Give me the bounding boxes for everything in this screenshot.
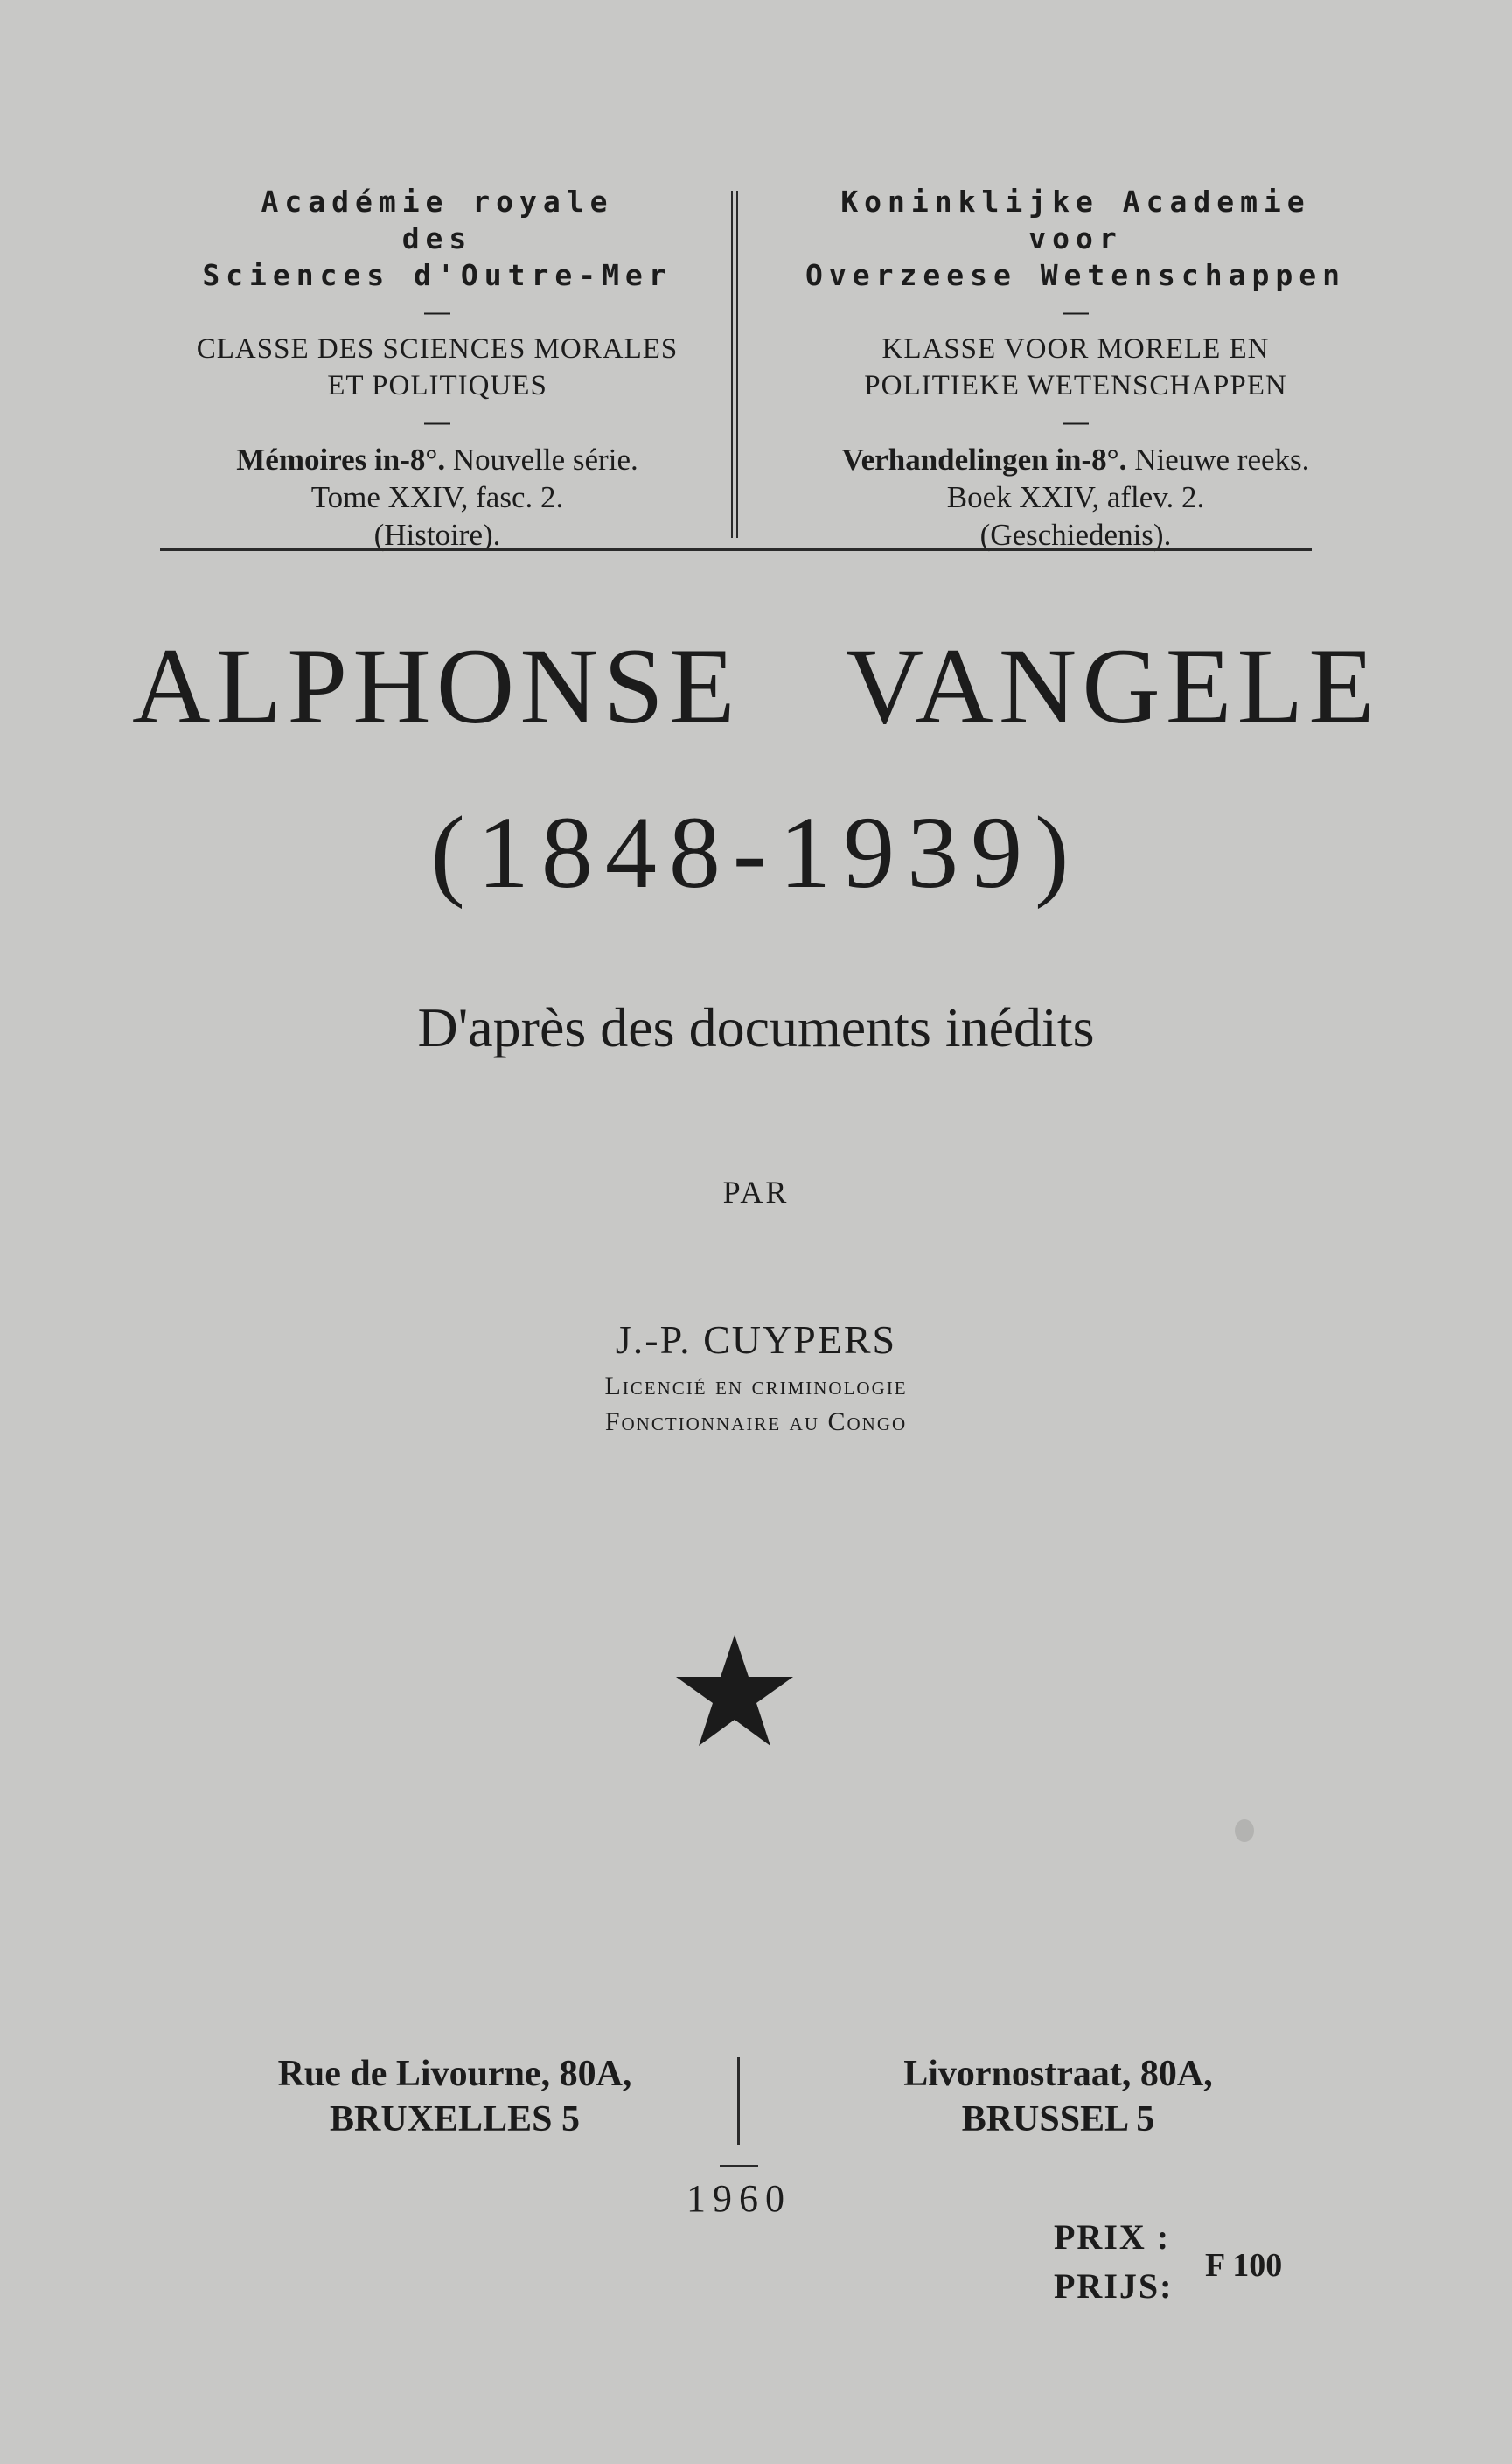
address-nl-line-2: BRUSSEL 5 bbox=[961, 2099, 1155, 2139]
classe-fr-line-1: CLASSE DES SCIENCES MORALES bbox=[196, 333, 679, 365]
academy-nl-line-1: Koninklijke Academie bbox=[840, 185, 1311, 219]
academy-name-fr bbox=[149, 184, 726, 294]
price-value: F 100 bbox=[1205, 2247, 1283, 2284]
series-fr bbox=[149, 441, 726, 554]
address-fr bbox=[175, 2051, 735, 2142]
series-fr-bold: Mémoires in-8°. bbox=[236, 443, 446, 477]
star-icon bbox=[673, 1631, 796, 1749]
academy-fr-line-3: Sciences d'Outre-Mer bbox=[202, 258, 672, 292]
separator-dash: — bbox=[1063, 408, 1089, 436]
classe-nl bbox=[770, 331, 1382, 404]
header-right-column bbox=[770, 184, 1382, 554]
classe-nl-line-1: KLASSE VOOR MORELE EN bbox=[881, 333, 1270, 365]
academy-fr-line-1: Académie royale bbox=[261, 185, 614, 219]
footer-dash bbox=[720, 2165, 758, 2167]
series-fr-line-3: (Histoire). bbox=[373, 518, 501, 552]
prix-label: PRIX : bbox=[1054, 2217, 1171, 2257]
publication-year: 1960 bbox=[686, 2177, 791, 2220]
author-name: J.-P. CUYPERS bbox=[615, 1317, 897, 1362]
address-nl-line-1: Livornostraat, 80A, bbox=[903, 2054, 1213, 2094]
par-label: PAR bbox=[722, 1175, 790, 1210]
series-fr-line-1 bbox=[149, 441, 726, 478]
series-nl bbox=[770, 441, 1382, 554]
series-nl-line-1 bbox=[770, 441, 1382, 478]
title-word-1: ALPHONSE bbox=[131, 626, 741, 746]
separator-dash: — bbox=[424, 408, 450, 436]
classe-fr bbox=[149, 331, 726, 404]
academy-nl-line-2: voor bbox=[1028, 221, 1123, 255]
separator-dash: — bbox=[424, 297, 450, 326]
address-fr-line-1: Rue de Livourne, 80A, bbox=[277, 2054, 632, 2094]
address-fr-line-2: BRUXELLES 5 bbox=[330, 2099, 580, 2139]
series-nl-bold: Verhandelingen in-8°. bbox=[841, 443, 1127, 477]
price-labels bbox=[1054, 2213, 1173, 2311]
subtitle: D'après des documents inédits bbox=[417, 996, 1095, 1058]
author-credential-1: Licencié en criminologie bbox=[604, 1372, 908, 1400]
series-nl-line-3: (Geschiedenis). bbox=[979, 518, 1172, 552]
header-left-column bbox=[149, 184, 726, 554]
prijs-label: PRIJS: bbox=[1054, 2266, 1174, 2306]
header-divider bbox=[731, 191, 738, 538]
series-fr-rest: Nouvelle série. bbox=[445, 443, 638, 477]
author-credential-2: Fonctionnaire au Congo bbox=[604, 1407, 908, 1436]
header-rule bbox=[160, 548, 1312, 551]
title-years: (1848-1939) bbox=[430, 795, 1082, 910]
paper-spot bbox=[1235, 1819, 1254, 1842]
classe-fr-line-2: ET POLITIQUES bbox=[327, 370, 547, 401]
academy-nl-line-3: Overzeese Wetenschappen bbox=[805, 258, 1346, 292]
classe-nl-line-2: POLITIEKE WETENSCHAPPEN bbox=[864, 370, 1287, 401]
series-nl-line-2: Boek XXIV, aflev. 2. bbox=[946, 480, 1205, 514]
series-nl-rest: Nieuwe reeks. bbox=[1126, 443, 1310, 477]
academy-fr-line-2: des bbox=[401, 221, 473, 255]
separator-dash: — bbox=[1063, 297, 1089, 326]
academy-name-nl bbox=[770, 184, 1382, 294]
book-title bbox=[0, 625, 1512, 748]
address-nl bbox=[778, 2051, 1338, 2142]
footer-divider bbox=[737, 2057, 740, 2145]
series-fr-line-2: Tome XXIV, fasc. 2. bbox=[310, 480, 564, 514]
title-word-2: VANGELE bbox=[845, 626, 1381, 746]
